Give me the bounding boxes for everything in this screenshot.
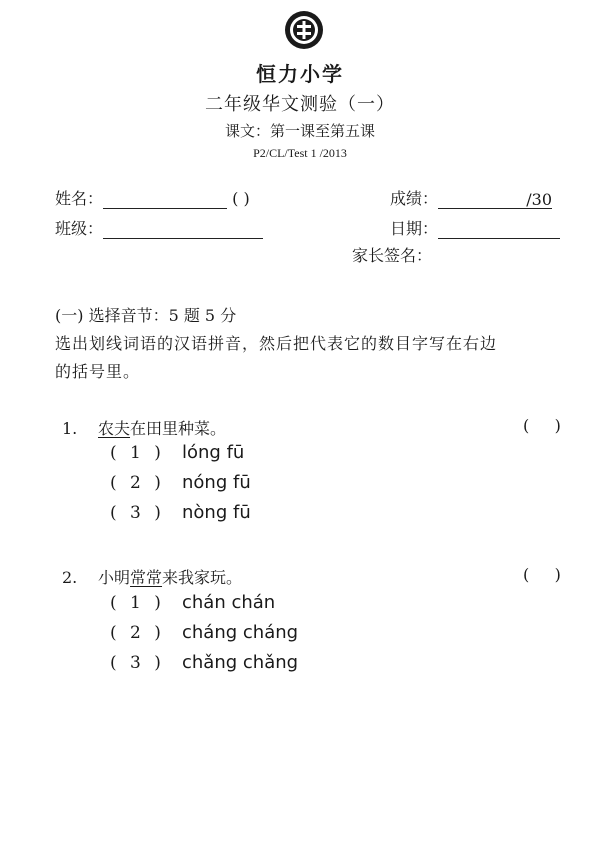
score-label: 成绩：	[390, 189, 439, 208]
date-label: 日期：	[390, 219, 439, 238]
date-blank[interactable]	[438, 220, 560, 239]
underlined-word: 常常	[130, 568, 163, 587]
option-pinyin: nóng fū	[182, 472, 251, 493]
score-blank[interactable]	[438, 190, 552, 209]
school-logo-emblem	[284, 10, 324, 50]
class-label: 班级：	[55, 219, 104, 238]
school-name: 恒力小学	[256, 62, 344, 86]
question-1-option-2[interactable]	[110, 472, 251, 493]
name-label: 姓名：	[55, 189, 104, 208]
option-pinyin: nòng fū	[182, 502, 251, 523]
question-2-option-3[interactable]	[110, 652, 298, 673]
question-2-option-1[interactable]	[110, 592, 275, 613]
option-number: ( 2 )	[110, 473, 165, 493]
question-1-option-3[interactable]	[110, 502, 251, 523]
question-1-stem	[62, 416, 226, 439]
section-title: (一) 选择音节：5 题 5 分	[55, 306, 237, 325]
option-pinyin: chán chán	[182, 592, 276, 613]
score-total: /30	[526, 190, 553, 209]
question-2-option-2[interactable]	[110, 622, 298, 643]
option-number: ( 2 )	[110, 623, 165, 643]
option-number: ( 3 )	[110, 503, 165, 523]
question-prefix: 小明	[98, 568, 131, 587]
question-number: 2.	[62, 568, 78, 587]
class-blank[interactable]	[103, 220, 263, 239]
test-title: 二年级华文测验（一）	[205, 94, 395, 115]
option-number: ( 1 )	[110, 593, 165, 613]
score-field-row	[390, 186, 552, 209]
parent-signature-label: 家长签名：	[352, 246, 433, 265]
option-number: ( 3 )	[110, 653, 165, 673]
question-text: 在田里种菜。	[130, 419, 227, 438]
name-blank[interactable]	[103, 190, 227, 209]
name-class-number-paren: ( )	[232, 189, 250, 208]
question-number: 1.	[62, 419, 78, 438]
option-pinyin: chǎng chǎng	[182, 652, 299, 673]
lessons-range: 课文：第一课至第五课	[224, 122, 375, 140]
class-field-row	[55, 216, 263, 239]
option-pinyin: cháng cháng	[182, 622, 299, 643]
test-code: P2/CL/Test 1 /2013	[253, 146, 347, 160]
name-field-row	[55, 186, 250, 209]
option-number: ( 1 )	[110, 443, 165, 463]
date-field-row	[390, 216, 560, 239]
question-2-answer-box[interactable]: ( )	[523, 565, 561, 584]
question-2-stem	[62, 565, 242, 588]
section-instruction-line1: 选出划线词语的汉语拼音，然后把代表它的数目字写在右边	[55, 334, 498, 353]
question-text: 来我家玩。	[162, 568, 243, 587]
parent-signature-row	[352, 243, 432, 266]
option-pinyin: lóng fū	[182, 442, 245, 463]
underlined-word: 农夫	[98, 419, 131, 438]
section-instruction-line2: 的括号里。	[55, 362, 141, 381]
question-1-answer-box[interactable]: ( )	[523, 416, 561, 435]
question-1-option-1[interactable]	[110, 442, 244, 463]
